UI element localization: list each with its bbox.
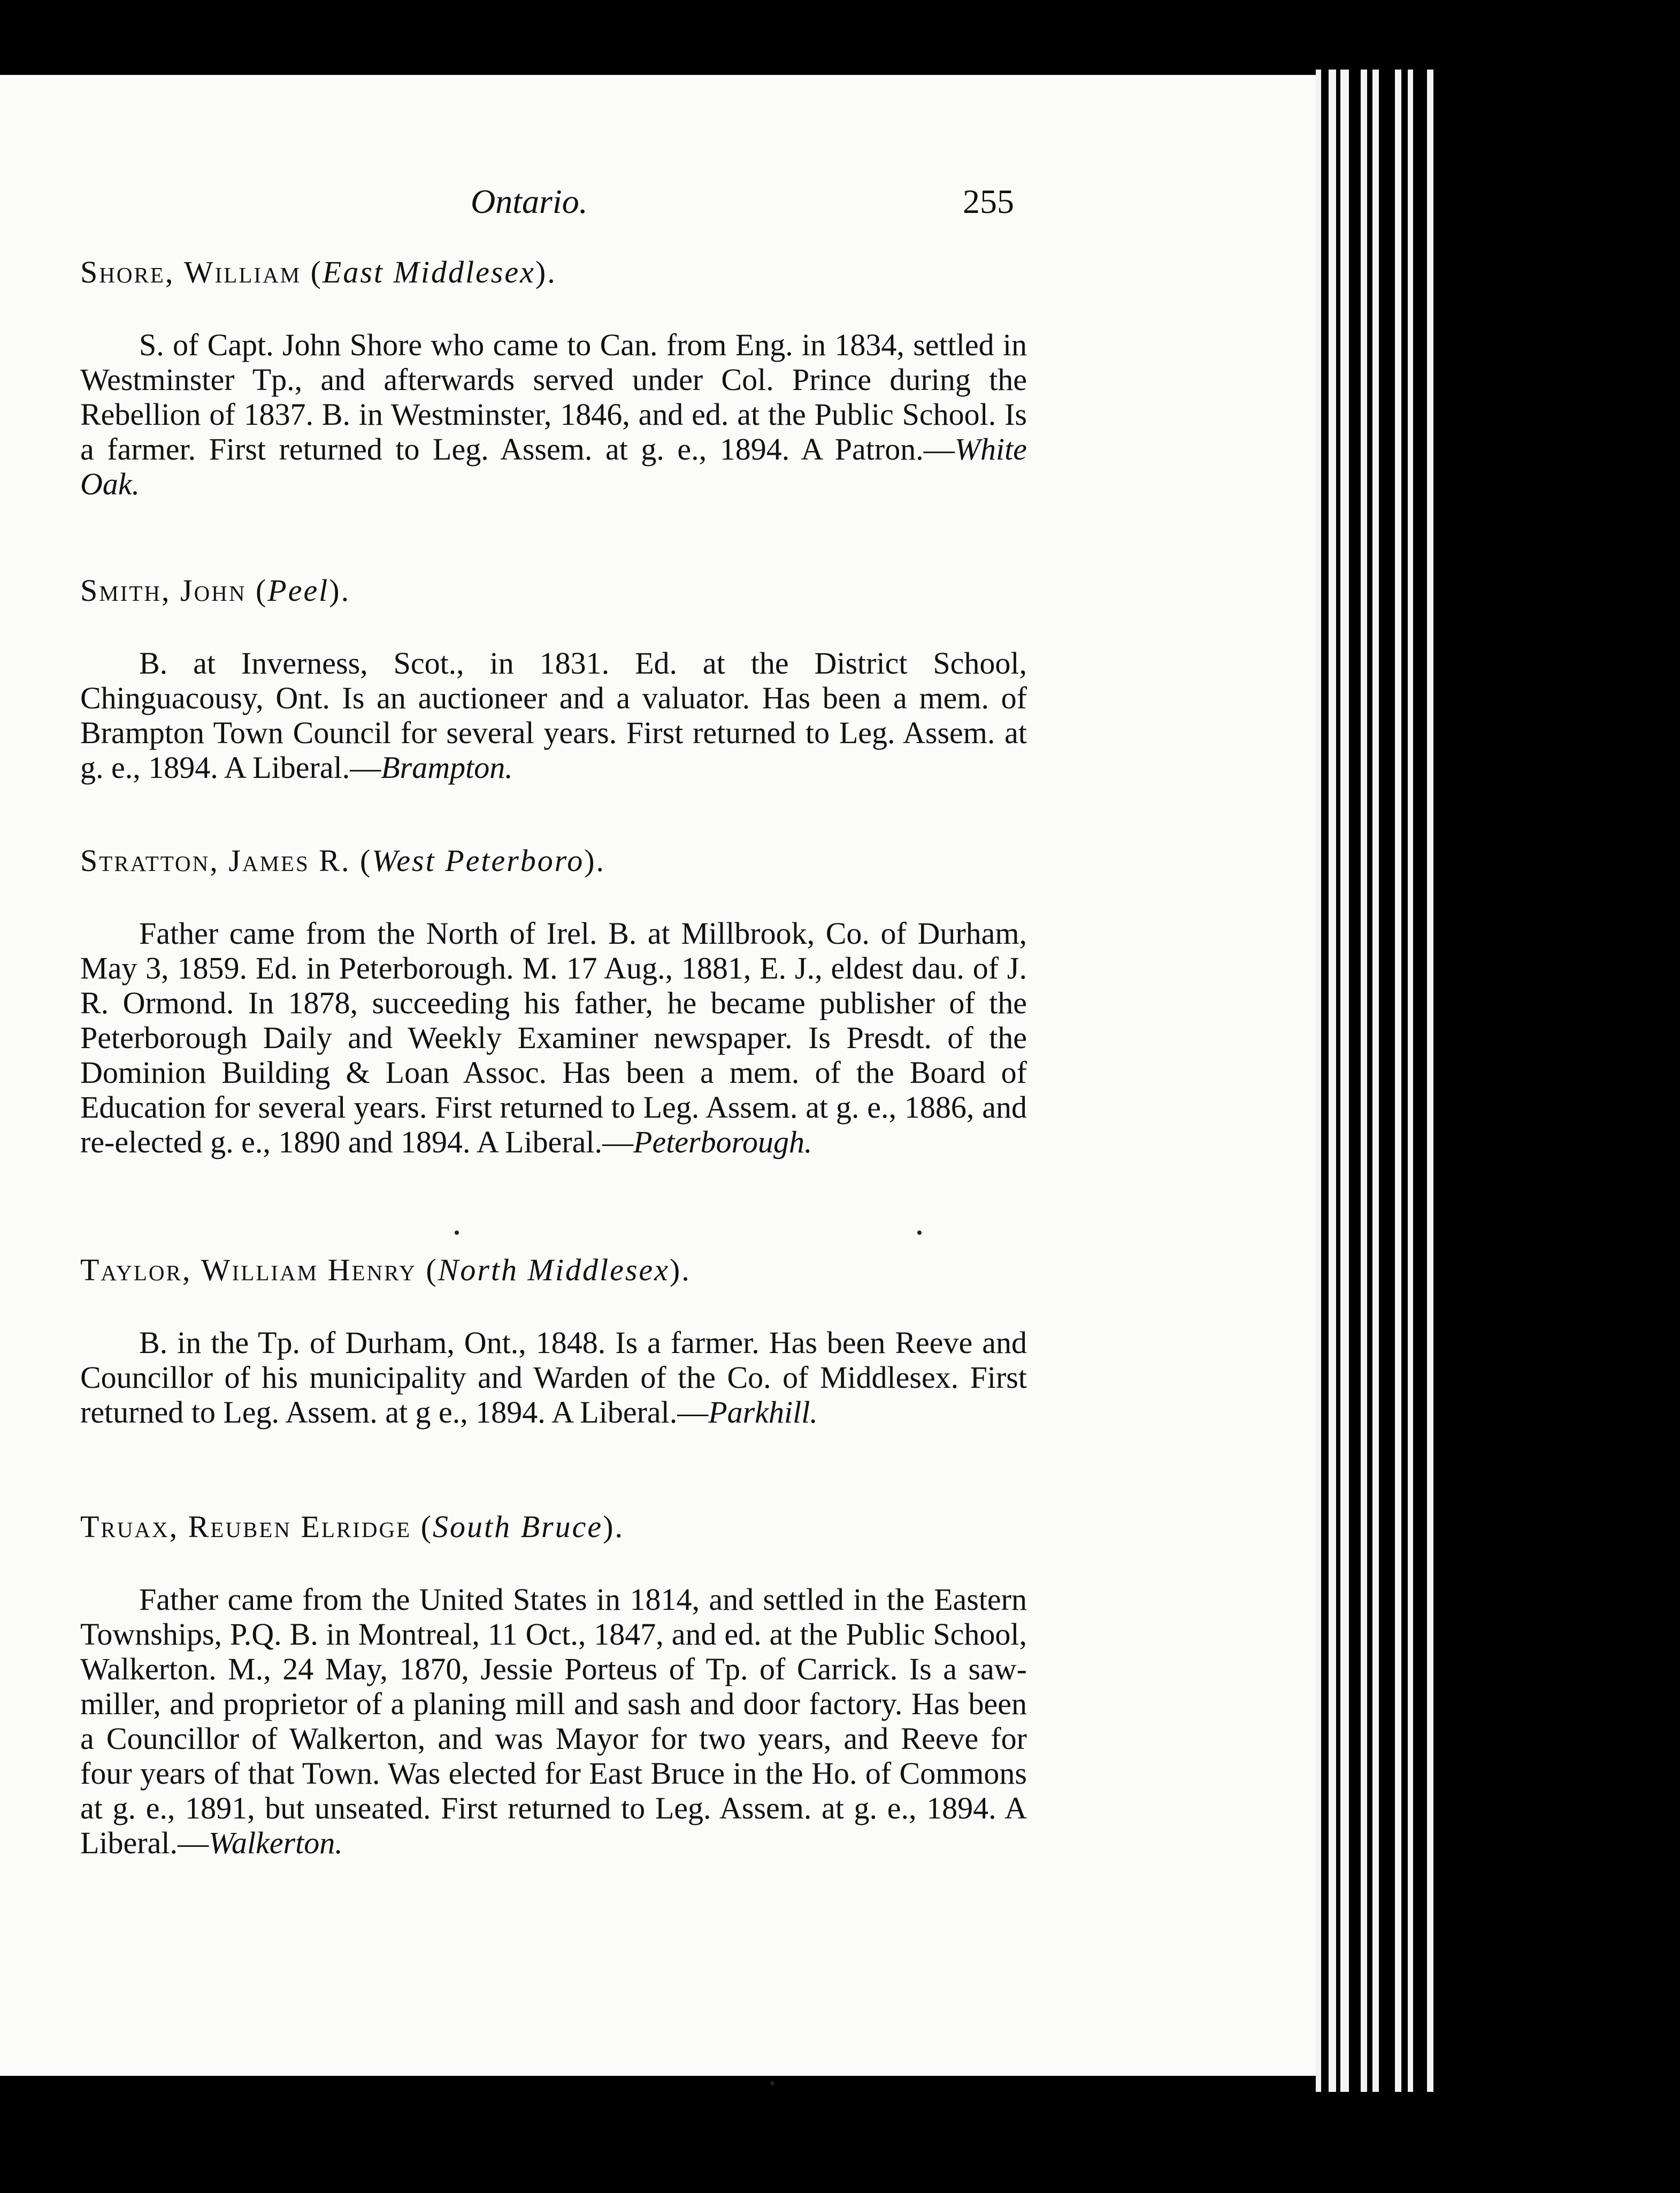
entry-riding: East Middlesex xyxy=(322,255,535,289)
entry-heading: Taylor, William Henry (North Middlesex). xyxy=(80,1252,691,1287)
biography-entry-truax xyxy=(80,1509,1027,1860)
entry-heading: Shore, William (East Middlesex). xyxy=(80,255,557,289)
entry-surname: Stratton xyxy=(80,843,210,878)
entry-residence: White Oak. xyxy=(80,432,1027,501)
entry-heading: Smith, John (Peel). xyxy=(80,573,351,608)
entry-body: S. of Capt. John Shore who came to Can. from Eng. in 1834, settled in Westminster Tp., and afterwards served under Col. Prince during the Rebellion of 1837. B. in Westminster, 1846, and ed. at the Public School. Is a farmer. First returned to Leg. Assem. at g. e., 1894. A Patron.—White Oak. xyxy=(80,327,1027,501)
entry-body: Father came from the North of Irel. B. at Millbrook, Co. of Durham, May 3, 1859. Ed. in Peterborough. M. 17 Aug., 1881, E. J., eldest dau. of J. R. Ormond. In 1878, succeeding his father, he became publisher of the Peterborough Daily and Weekly Examiner newspaper. Is Presdt. of the Dominion Building & Loan Assoc. Has been a mem. of the Board of Education for several years. First returned to Leg. Assem. at g. e., 1886, and re-elected g. e., 1890 and 1894. A Liberal.—Peterborough. xyxy=(80,916,1027,1159)
entry-surname: Smith xyxy=(80,573,162,608)
page-edge-shadow xyxy=(1413,70,1427,2092)
entry-text: Father came from the North of Irel. B. at Millbrook, Co. of Durham, May 3, 1859. Ed. in Peterborough. M. 17 Aug., 1881, E. J., eldest dau. of J. R. Ormond. In 1878, succeeding his father, he became publisher of the Peterborough Daily and Weekly Examiner newspaper. Is Presdt. of the Dominion Building & Loan Assoc. Has been a mem. of the Board of Education for several years. First returned to Leg. Assem. at g. e., 1886, and re-elected g. e., 1890 and 1894. A Liberal. xyxy=(80,916,1027,1159)
page-edge-shadow xyxy=(1336,70,1340,2092)
entry-residence: Brampton. xyxy=(381,750,513,785)
entry-residence: Parkhill. xyxy=(708,1395,818,1430)
biography-entry-taylor xyxy=(80,1252,1027,1430)
entry-given-name: William Henry xyxy=(201,1252,417,1287)
entry-surname: Shore xyxy=(80,255,165,289)
entry-text: B. at Inverness, Scot., in 1831. Ed. at the District School, Chinguacousy, Ont. Is an auctioneer and a valuator. Has been a mem. of Brampton Town Council for several years. First returned to Leg. Assem. at g. e., 1894. A Liberal. xyxy=(80,646,1027,785)
print-speck xyxy=(455,1231,459,1235)
page-edge-shadow xyxy=(1349,70,1361,2092)
entry-text: B. in the Tp. of Durham, Ont., 1848. Is a farmer. Has been Reeve and Councillor of his municipality and Warden of the Co. of Middlesex. First returned to Leg. Assem. at g e., 1894. A Liberal. xyxy=(80,1325,1027,1430)
page-edges xyxy=(1316,70,1455,2092)
entry-riding: Peel xyxy=(267,573,329,608)
entry-surname: Taylor xyxy=(80,1252,182,1287)
print-speck xyxy=(917,1231,922,1235)
entry-body: Father came from the United States in 1814, and settled in the Eastern Townships, P.Q. B. in Montreal, 11 Oct., 1847, and ed. at the Public School, Walkerton. M., 24 May, 1870, Jessie Porteus of Tp. of Carrick. Is a saw-miller, and proprietor of a planing mill and sash and door factory. Has been a Councillor of Walkerton, and was Mayor for two years, and Reeve for four years of that Town. Was elected for East Bruce in the Ho. of Commons at g. e., 1891, but unseated. First returned to Leg. Assem. at g. e., 1894. A Liberal.—Walkerton. xyxy=(80,1582,1027,1860)
entry-given-name: James R. xyxy=(228,843,351,878)
entry-body: B. in the Tp. of Durham, Ont., 1848. Is a farmer. Has been Reeve and Councillor of his municipality and Warden of the Co. of Middlesex. First returned to Leg. Assem. at g e., 1894. A Liberal.—Parkhill. xyxy=(80,1325,1027,1430)
page-edge-shadow xyxy=(1379,70,1395,2092)
entry-body: B. at Inverness, Scot., in 1831. Ed. at the District School, Chinguacousy, Ont. Is an auctioneer and a valuator. Has been a mem. of Brampton Town Council for several years. First returned to Leg. Assem. at g. e., 1894. A Liberal.—Brampton. xyxy=(80,646,1027,785)
entry-residence: Walkerton. xyxy=(208,1825,343,1860)
entry-given-name: John xyxy=(180,573,247,608)
entry-riding: South Bruce xyxy=(433,1509,603,1544)
page-edge-shadow xyxy=(1433,70,1455,2092)
print-speck xyxy=(770,2081,774,2085)
biography-entry-smith xyxy=(80,572,1027,785)
entry-surname: Truax xyxy=(80,1509,170,1544)
page-edge-shadow xyxy=(1321,70,1329,2092)
entry-given-name: Reuben Elridge xyxy=(188,1509,412,1544)
entry-heading: Truax, Reuben Elridge (South Bruce). xyxy=(80,1509,624,1544)
biography-entry-stratton xyxy=(80,843,1027,1159)
entry-riding: West Peterboro xyxy=(372,843,585,878)
page-edge-shadow xyxy=(1401,70,1408,2092)
entry-text: S. of Capt. John Shore who came to Can. from Eng. in 1834, settled in Westminster Tp., and afterwards served under Col. Prince during the Rebellion of 1837. B. in Westminster, 1846, and ed. at the Public School. Is a farmer. First returned to Leg. Assem. at g. e., 1894. A Patron. xyxy=(80,327,1027,467)
page-number: 255 xyxy=(963,182,1014,220)
entry-heading: Stratton, James R. (West Peterboro). xyxy=(80,843,606,878)
entry-given-name: William xyxy=(183,255,302,289)
running-head: Ontario. xyxy=(471,182,588,220)
entry-text: Father came from the United States in 1814, and settled in the Eastern Townships, P.Q. B. in Montreal, 11 Oct., 1847, and ed. at the Public School, Walkerton. M., 24 May, 1870, Jessie Porteus of Tp. of Carrick. Is a saw-miller, and proprietor of a planing mill and sash and door factory. Has been a Councillor of Walkerton, and was Mayor for two years, and Reeve for four years of that Town. Was elected for East Bruce in the Ho. of Commons at g. e., 1891, but unseated. First returned to Leg. Assem. at g. e., 1894. A Liberal. xyxy=(80,1582,1027,1860)
entry-riding: North Middlesex xyxy=(438,1252,670,1287)
biography-entry-shore xyxy=(80,254,1027,501)
entry-residence: Peterborough. xyxy=(633,1125,812,1159)
page-edge-shadow xyxy=(1367,70,1372,2092)
